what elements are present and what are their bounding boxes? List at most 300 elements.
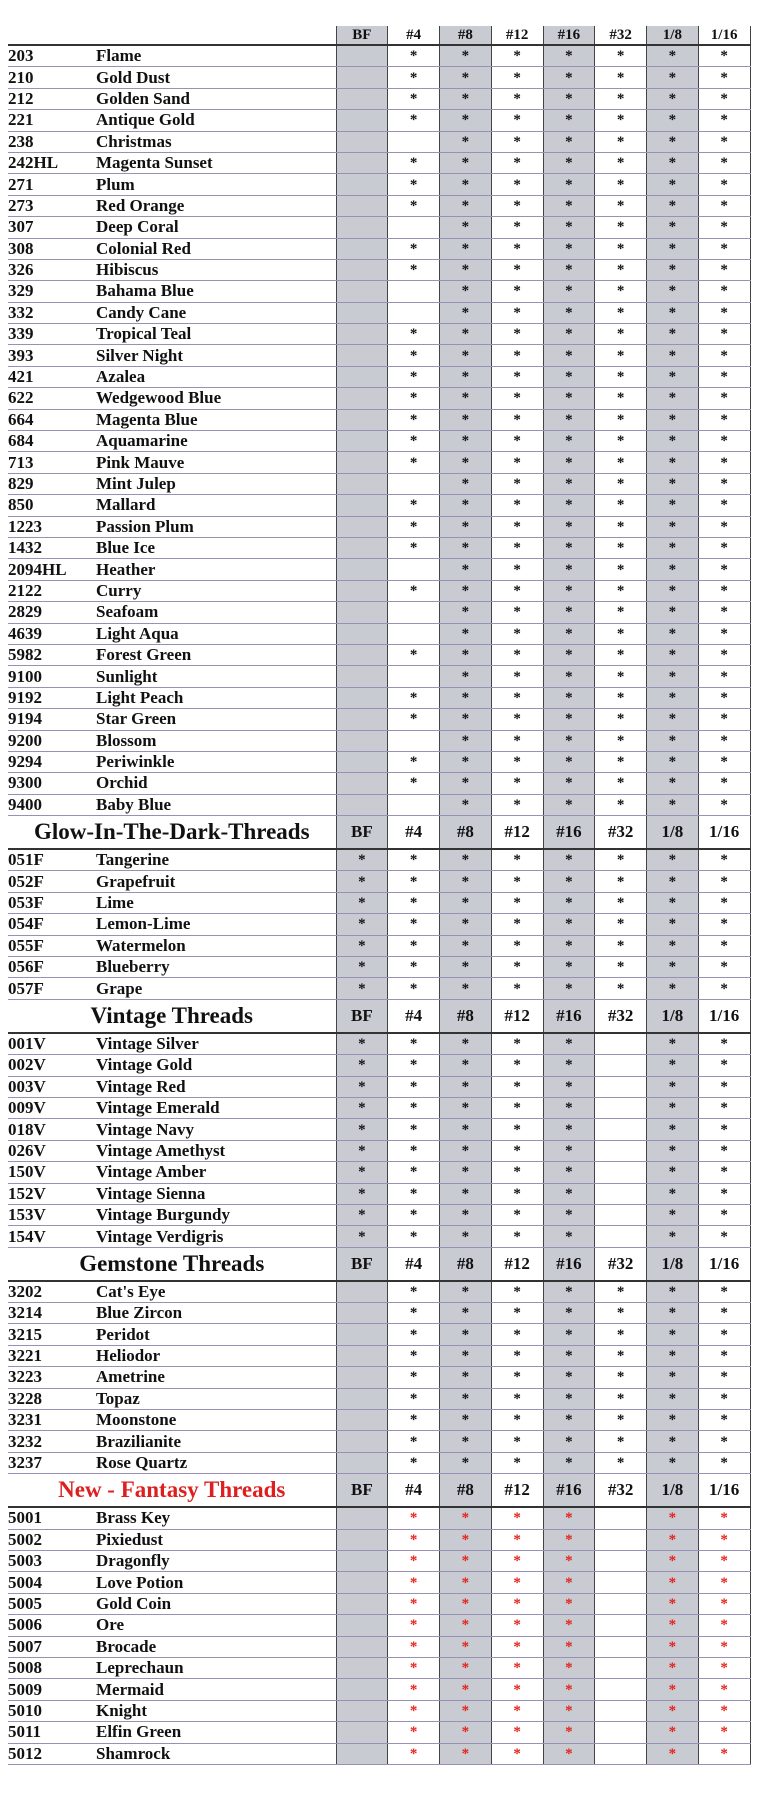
thread-code: 3214 [8, 1303, 96, 1324]
availability-mark: * [388, 1743, 440, 1764]
availability-mark: * [491, 1551, 543, 1572]
availability-mark: * [698, 431, 750, 452]
availability-mark: * [388, 687, 440, 708]
availability-mark: * [543, 1722, 595, 1743]
availability-mark: * [647, 602, 699, 623]
availability-mark: * [440, 1722, 492, 1743]
thread-name: Colonial Red [96, 238, 336, 259]
column-header: #16 [543, 26, 595, 45]
availability-mark: * [647, 345, 699, 366]
availability-mark: * [647, 623, 699, 644]
availability-mark: * [698, 1636, 750, 1657]
availability-mark: * [595, 978, 647, 999]
availability-mark: * [543, 1281, 595, 1303]
availability-mark: * [491, 67, 543, 88]
availability-mark: * [491, 849, 543, 871]
column-header: #16 [543, 999, 595, 1033]
table-row [8, 516, 750, 537]
column-header: #12 [491, 1474, 543, 1508]
availability-mark [595, 1183, 647, 1204]
availability-mark: * [595, 871, 647, 892]
thread-name: Brocade [96, 1636, 336, 1657]
thread-name: Shamrock [96, 1743, 336, 1764]
availability-mark: * [595, 687, 647, 708]
thread-code: 203 [8, 45, 96, 67]
thread-name: Vintage Burgundy [96, 1204, 336, 1225]
availability-mark: * [491, 602, 543, 623]
table-row [8, 871, 750, 892]
availability-mark: * [647, 687, 699, 708]
availability-mark: * [595, 67, 647, 88]
availability-mark: * [647, 1281, 699, 1303]
availability-mark [336, 1743, 388, 1764]
availability-mark: * [491, 1055, 543, 1076]
thread-name: Grapefruit [96, 871, 336, 892]
availability-mark: * [647, 773, 699, 794]
thread-name: Grape [96, 978, 336, 999]
availability-mark: * [491, 709, 543, 730]
column-header: #16 [543, 1247, 595, 1281]
availability-mark: * [440, 1162, 492, 1183]
thread-code: 5008 [8, 1657, 96, 1678]
column-header: #4 [388, 999, 440, 1033]
availability-mark: * [543, 559, 595, 580]
thread-name: Brass Key [96, 1507, 336, 1529]
availability-mark: * [595, 452, 647, 473]
availability-mark: * [440, 1076, 492, 1097]
availability-mark: * [388, 709, 440, 730]
availability-mark: * [595, 1367, 647, 1388]
availability-mark [336, 1700, 388, 1721]
availability-mark: * [491, 1452, 543, 1473]
table-row [8, 849, 750, 871]
table-row [8, 687, 750, 708]
availability-mark: * [647, 1076, 699, 1097]
availability-mark: * [698, 773, 750, 794]
availability-mark: * [698, 366, 750, 387]
availability-mark: * [543, 495, 595, 516]
table-row [8, 1572, 750, 1593]
thread-table [8, 26, 751, 1765]
availability-mark [336, 1551, 388, 1572]
thread-name: Topaz [96, 1388, 336, 1409]
availability-mark: * [595, 773, 647, 794]
thread-name: Rose Quartz [96, 1452, 336, 1473]
availability-mark: * [440, 174, 492, 195]
availability-mark [595, 1140, 647, 1161]
availability-mark: * [647, 1324, 699, 1345]
thread-name: Christmas [96, 131, 336, 152]
availability-mark [336, 324, 388, 345]
availability-mark: * [440, 1593, 492, 1614]
availability-mark [595, 1657, 647, 1678]
thread-code: 622 [8, 388, 96, 409]
thread-code: 5002 [8, 1529, 96, 1550]
availability-mark [336, 751, 388, 772]
column-header: 1/16 [698, 26, 750, 45]
availability-mark [388, 794, 440, 815]
availability-mark: * [336, 914, 388, 935]
availability-mark: * [698, 957, 750, 978]
thread-name: Magenta Blue [96, 409, 336, 430]
thread-code: 2829 [8, 602, 96, 623]
table-row [8, 452, 750, 473]
availability-mark: * [440, 623, 492, 644]
availability-mark: * [647, 892, 699, 913]
thread-code: 153V [8, 1204, 96, 1225]
availability-mark: * [647, 366, 699, 387]
availability-mark: * [647, 45, 699, 67]
thread-name: Sunlight [96, 666, 336, 687]
availability-mark: * [698, 1345, 750, 1366]
availability-mark: * [698, 602, 750, 623]
column-header: #16 [543, 1474, 595, 1508]
availability-mark [336, 1722, 388, 1743]
availability-mark: * [336, 1076, 388, 1097]
availability-mark: * [491, 152, 543, 173]
availability-mark: * [491, 623, 543, 644]
thread-code: 026V [8, 1140, 96, 1161]
availability-mark: * [388, 1679, 440, 1700]
availability-mark: * [698, 871, 750, 892]
availability-mark: * [543, 1657, 595, 1678]
availability-mark: * [543, 537, 595, 558]
availability-mark [336, 1367, 388, 1388]
thread-name: Heliodor [96, 1345, 336, 1366]
column-header: 1/16 [698, 816, 750, 850]
thread-code: 018V [8, 1119, 96, 1140]
availability-mark: * [388, 1162, 440, 1183]
availability-mark: * [491, 1140, 543, 1161]
column-header: 1/8 [647, 999, 699, 1033]
availability-mark: * [491, 452, 543, 473]
availability-mark: * [647, 473, 699, 494]
thread-name: Blue Zircon [96, 1303, 336, 1324]
thread-name: Ametrine [96, 1367, 336, 1388]
availability-mark: * [388, 1281, 440, 1303]
thread-code: 2094HL [8, 559, 96, 580]
availability-mark: * [698, 1162, 750, 1183]
availability-mark [388, 559, 440, 580]
thread-name: Aquamarine [96, 431, 336, 452]
availability-mark: * [647, 88, 699, 109]
availability-mark: * [440, 217, 492, 238]
availability-mark: * [595, 45, 647, 67]
availability-mark: * [698, 452, 750, 473]
thread-code: 057F [8, 978, 96, 999]
availability-mark: * [440, 773, 492, 794]
availability-mark: * [440, 1507, 492, 1529]
table-row [8, 957, 750, 978]
column-header: 1/8 [647, 816, 699, 850]
table-row [8, 1529, 750, 1550]
availability-mark: * [543, 1367, 595, 1388]
availability-mark: * [543, 687, 595, 708]
availability-mark: * [543, 1529, 595, 1550]
availability-mark: * [595, 473, 647, 494]
availability-mark: * [336, 1226, 388, 1247]
availability-mark: * [388, 1593, 440, 1614]
availability-mark: * [698, 1281, 750, 1303]
thread-name: Seafoam [96, 602, 336, 623]
thread-name: Vintage Verdigris [96, 1226, 336, 1247]
table-row [8, 1345, 750, 1366]
availability-mark [336, 388, 388, 409]
availability-mark: * [388, 67, 440, 88]
availability-mark: * [440, 559, 492, 580]
thread-code: 5011 [8, 1722, 96, 1743]
availability-mark: * [647, 1140, 699, 1161]
availability-mark: * [491, 1076, 543, 1097]
column-header: #4 [388, 1247, 440, 1281]
availability-mark: * [388, 1388, 440, 1409]
thread-name: Lemon-Lime [96, 914, 336, 935]
availability-mark: * [388, 914, 440, 935]
availability-mark: * [440, 1055, 492, 1076]
availability-mark: * [388, 1345, 440, 1366]
section-title: Gemstone Threads [8, 1247, 336, 1281]
table-row [8, 580, 750, 601]
availability-mark: * [543, 623, 595, 644]
availability-mark: * [388, 580, 440, 601]
availability-mark: * [491, 259, 543, 280]
availability-mark: * [647, 644, 699, 665]
availability-mark: * [698, 45, 750, 67]
availability-mark: * [698, 1204, 750, 1225]
availability-mark [336, 1529, 388, 1550]
availability-mark [336, 580, 388, 601]
thread-name: Heather [96, 559, 336, 580]
availability-mark: * [647, 709, 699, 730]
availability-mark: * [647, 730, 699, 751]
availability-mark: * [440, 67, 492, 88]
table-row [8, 110, 750, 131]
table-row [8, 644, 750, 665]
availability-mark: * [647, 174, 699, 195]
availability-mark: * [440, 1324, 492, 1345]
availability-mark [336, 88, 388, 109]
availability-mark: * [440, 1097, 492, 1118]
availability-mark: * [595, 1281, 647, 1303]
table-row [8, 1700, 750, 1721]
availability-mark [595, 1076, 647, 1097]
thread-code: 1432 [8, 537, 96, 558]
table-row [8, 388, 750, 409]
availability-mark: * [440, 495, 492, 516]
availability-mark: * [388, 1529, 440, 1550]
availability-mark: * [491, 537, 543, 558]
availability-mark: * [388, 152, 440, 173]
availability-mark: * [388, 849, 440, 871]
thread-name: Curry [96, 580, 336, 601]
availability-mark: * [491, 217, 543, 238]
availability-mark: * [388, 388, 440, 409]
availability-mark: * [440, 1657, 492, 1678]
column-header: #32 [595, 26, 647, 45]
column-header: #8 [440, 1474, 492, 1508]
availability-mark: * [647, 67, 699, 88]
availability-mark: * [595, 666, 647, 687]
availability-mark: * [647, 452, 699, 473]
availability-mark: * [388, 1119, 440, 1140]
availability-mark: * [698, 174, 750, 195]
availability-mark: * [543, 388, 595, 409]
availability-mark: * [647, 1431, 699, 1452]
availability-mark [336, 1303, 388, 1324]
availability-mark: * [647, 131, 699, 152]
thread-code: 4639 [8, 623, 96, 644]
availability-mark: * [698, 1097, 750, 1118]
thread-code: 3237 [8, 1452, 96, 1473]
availability-mark: * [647, 871, 699, 892]
thread-name: Light Peach [96, 687, 336, 708]
availability-mark: * [440, 131, 492, 152]
availability-mark: * [388, 1055, 440, 1076]
column-header: BF [336, 26, 388, 45]
thread-name: Antique Gold [96, 110, 336, 131]
thread-code: 9294 [8, 751, 96, 772]
thread-code: 393 [8, 345, 96, 366]
availability-mark: * [491, 751, 543, 772]
thread-code: 2122 [8, 580, 96, 601]
availability-mark: * [647, 1410, 699, 1431]
column-header: #32 [595, 1247, 647, 1281]
availability-mark: * [388, 1183, 440, 1204]
availability-mark [595, 1204, 647, 1225]
availability-mark: * [440, 602, 492, 623]
availability-mark: * [491, 388, 543, 409]
availability-mark: * [647, 1119, 699, 1140]
table-row [8, 1743, 750, 1764]
availability-mark: * [491, 914, 543, 935]
availability-mark: * [336, 957, 388, 978]
availability-mark: * [543, 409, 595, 430]
availability-mark: * [491, 174, 543, 195]
availability-mark [336, 687, 388, 708]
availability-mark: * [388, 195, 440, 216]
thread-code: 3202 [8, 1281, 96, 1303]
table-row [8, 1507, 750, 1529]
table-row [8, 794, 750, 815]
availability-mark: * [543, 794, 595, 815]
thread-name: Moonstone [96, 1410, 336, 1431]
thread-name: Ore [96, 1615, 336, 1636]
availability-mark [595, 1119, 647, 1140]
availability-mark: * [595, 537, 647, 558]
thread-name: Forest Green [96, 644, 336, 665]
availability-mark [388, 302, 440, 323]
availability-mark: * [543, 152, 595, 173]
availability-mark: * [698, 345, 750, 366]
availability-mark [336, 709, 388, 730]
thread-code: 009V [8, 1097, 96, 1118]
thread-code: 9194 [8, 709, 96, 730]
availability-mark: * [388, 1097, 440, 1118]
availability-mark: * [698, 195, 750, 216]
availability-mark: * [595, 281, 647, 302]
column-header: 1/16 [698, 999, 750, 1033]
section-header-vintage [8, 999, 750, 1033]
availability-mark: * [595, 1452, 647, 1473]
availability-mark: * [491, 88, 543, 109]
column-header: 1/8 [647, 26, 699, 45]
availability-mark: * [440, 1033, 492, 1055]
availability-mark: * [595, 388, 647, 409]
availability-mark: * [647, 1388, 699, 1409]
column-header: #12 [491, 816, 543, 850]
availability-mark: * [543, 131, 595, 152]
availability-mark: * [388, 452, 440, 473]
availability-mark: * [595, 152, 647, 173]
thread-name: Pink Mauve [96, 452, 336, 473]
availability-mark: * [388, 1204, 440, 1225]
availability-mark: * [336, 1183, 388, 1204]
availability-mark: * [543, 1324, 595, 1345]
availability-mark: * [595, 217, 647, 238]
availability-mark: * [543, 110, 595, 131]
thread-name: Baby Blue [96, 794, 336, 815]
thread-code: 5005 [8, 1593, 96, 1614]
availability-mark: * [491, 730, 543, 751]
thread-code: 5009 [8, 1679, 96, 1700]
availability-mark: * [491, 1324, 543, 1345]
table-row [8, 1324, 750, 1345]
table-row [8, 1281, 750, 1303]
thread-code: 829 [8, 473, 96, 494]
availability-mark: * [647, 1204, 699, 1225]
availability-mark: * [388, 1303, 440, 1324]
availability-mark [336, 559, 388, 580]
availability-mark [336, 45, 388, 67]
thread-code: 154V [8, 1226, 96, 1247]
availability-mark: * [595, 1324, 647, 1345]
table-row [8, 1076, 750, 1097]
availability-mark: * [543, 914, 595, 935]
availability-mark: * [698, 110, 750, 131]
availability-mark [336, 174, 388, 195]
availability-mark: * [543, 174, 595, 195]
thread-name: Love Potion [96, 1572, 336, 1593]
availability-mark: * [491, 978, 543, 999]
availability-mark [595, 1593, 647, 1614]
availability-mark: * [440, 537, 492, 558]
availability-mark [336, 1636, 388, 1657]
availability-mark [388, 473, 440, 494]
availability-mark [336, 1410, 388, 1431]
availability-mark: * [698, 849, 750, 871]
availability-mark: * [440, 849, 492, 871]
availability-mark: * [698, 1183, 750, 1204]
thread-code: 3223 [8, 1367, 96, 1388]
availability-mark [336, 431, 388, 452]
thread-code: 5010 [8, 1700, 96, 1721]
thread-name: Orchid [96, 773, 336, 794]
availability-mark: * [595, 88, 647, 109]
availability-mark: * [543, 88, 595, 109]
table-row [8, 709, 750, 730]
thread-code: 5007 [8, 1636, 96, 1657]
availability-mark: * [491, 409, 543, 430]
availability-mark: * [698, 1722, 750, 1743]
table-row [8, 1722, 750, 1743]
availability-mark: * [595, 957, 647, 978]
table-row [8, 259, 750, 280]
availability-mark: * [388, 1367, 440, 1388]
availability-mark: * [647, 1226, 699, 1247]
thread-code: 055F [8, 935, 96, 956]
table-row [8, 1410, 750, 1431]
availability-mark [336, 1507, 388, 1529]
